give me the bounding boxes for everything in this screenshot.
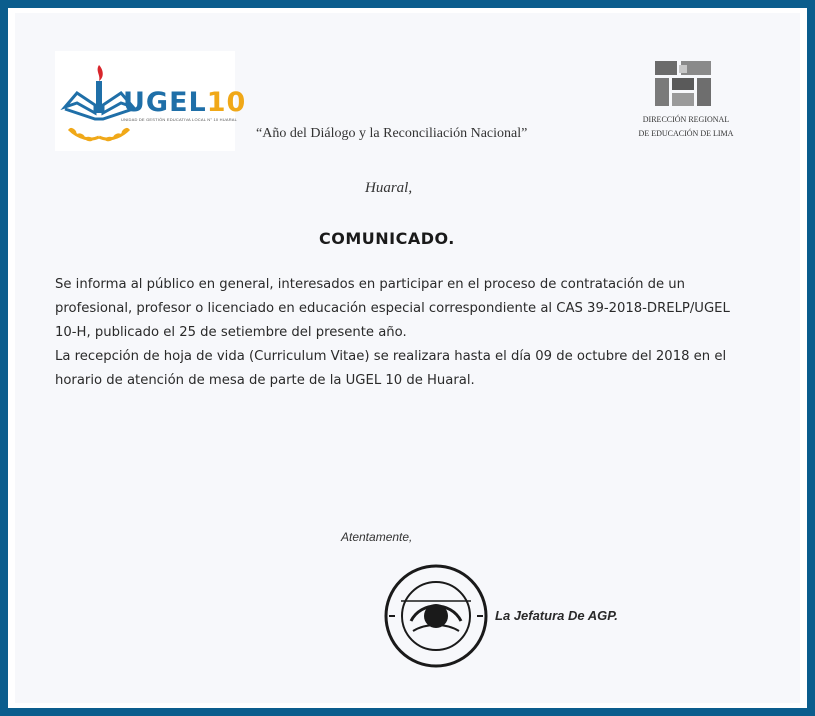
dre-lima-logo-icon (651, 57, 715, 109)
letter-signature: La Jefatura De AGP. (495, 608, 618, 623)
year-motto: “Año del Diálogo y la Reconciliación Nacional” (256, 126, 528, 141)
ugel-logo (55, 51, 247, 151)
letter-paragraph-1: Se informa al público en general, interesados en participar en el proceso de contratación de un profesional, profesor o licenciado en educación especial correspondiente al CAS 39-2018-DRELP/UGEL 10-H, publicado el 25 de setiembre del presente año. (55, 277, 730, 340)
ugel-logo-number: 10 (206, 87, 247, 118)
dre-lima-caption (621, 113, 751, 141)
dre-caption-line2: DE EDUCACIÓN DE LIMA (638, 129, 734, 138)
official-seal-icon (381, 561, 491, 671)
letter-title: COMUNICADO. (319, 229, 455, 248)
document-sheet (15, 13, 800, 703)
letter-paragraph-2: La recepción de hoja de vida (Curriculum Vitae) se realizara hasta el día 09 de octubre del 2018 en el horario de atención de mesa de parte de la UGEL 10 de Huaral. (55, 349, 727, 388)
letter-body (55, 273, 755, 393)
ugel-logo-name: UGEL (123, 87, 207, 118)
ugel-logo-wordmark (123, 87, 246, 118)
letter-city: Huaral, (365, 180, 413, 196)
ugel-logo-subtitle: UNIDAD DE GESTIÓN EDUCATIVA LOCAL N° 10 HUARAL (121, 117, 238, 122)
dre-caption-line1: DIRECCIÓN REGIONAL (642, 115, 730, 124)
letter-closing: Atentamente, (341, 530, 413, 544)
